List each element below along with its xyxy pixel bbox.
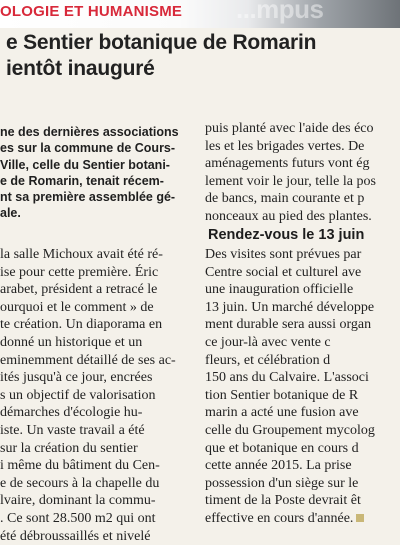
body-line: ités jusqu'à ce jour, encrées (0, 369, 196, 387)
body-line: cette année 2015. La prise (205, 457, 400, 475)
body-line: été débroussaillés et nivelé (0, 528, 196, 545)
body-column-right-bottom (205, 246, 400, 528)
banner-ghost-text: ...mpus (236, 0, 324, 25)
body-line: les et les brigades vertes. De (205, 138, 400, 156)
lead-line: nt sa première assemblée gé- (0, 189, 198, 205)
body-line: timent de la Poste devrait êt (205, 492, 400, 510)
lead-line: Ville, celle du Sentier botani- (0, 157, 198, 173)
lead-line: ne des dernières associations (0, 124, 198, 140)
body-line: ce jour-là avec vente c (205, 334, 400, 352)
article-headline (6, 30, 400, 82)
lead-line: es sur la commune de Cours- (0, 140, 198, 156)
body-line: lement voir le jour, telle la pos (205, 173, 400, 191)
body-line: Des visites sont prévues par (205, 246, 400, 264)
body-line: ment durable sera aussi organ (205, 316, 400, 334)
body-line: que et botanique en cours d (205, 440, 400, 458)
body-column-right-top (205, 120, 400, 226)
body-line: nonceaux au pied des plantes. (205, 208, 400, 226)
section-banner (0, 0, 400, 28)
article-lead (0, 124, 198, 222)
lead-line: ale. (0, 205, 198, 221)
body-line: . Ce sont 28.500 m2 qui ont (0, 510, 196, 528)
body-line: puis planté avec l'aide des éco (205, 120, 400, 138)
end-of-article-mark (356, 514, 364, 522)
lead-line: e de Romarin, tenait récem- (0, 173, 198, 189)
body-column-left (0, 246, 196, 545)
body-line: la salle Michoux avait été ré- (0, 246, 196, 264)
body-line: aménagements futurs vont ég (205, 155, 400, 173)
body-line: i même du bâtiment du Cen- (0, 457, 196, 475)
body-line: e de secours à la chapelle du (0, 475, 196, 493)
section-label: OLOGIE ET HUMANISME (0, 3, 182, 20)
body-line: arabet, président a retracé le (0, 281, 196, 299)
body-line: iste. Un vaste travail a été (0, 422, 196, 440)
headline-line-2: ientôt inauguré (6, 56, 400, 82)
body-line: eminemment détaillé de ses ac- (0, 352, 196, 370)
headline-line-1: e Sentier botanique de Romarin (6, 30, 400, 56)
body-line-text: effective en cours d'année. (205, 511, 353, 526)
body-last-line (205, 510, 400, 528)
body-line: possession d'un siège sur le (205, 475, 400, 493)
body-line: ise pour cette première. Éric (0, 264, 196, 282)
body-line: marin a acté une fusion ave (205, 404, 400, 422)
body-line: s un objectif de valorisation (0, 387, 196, 405)
body-line: tion Sentier botanique de R (205, 387, 400, 405)
body-line: Centre social et culturel ave (205, 264, 400, 282)
body-line: fleurs, et célébration d (205, 352, 400, 370)
body-line: donné un historique et un (0, 334, 196, 352)
body-line: démarches d'écologie hu- (0, 404, 196, 422)
body-line: une inauguration officielle (205, 281, 400, 299)
body-line: de bancs, main courante et p (205, 190, 400, 208)
body-line: te création. Un diaporama en (0, 316, 196, 334)
body-line: sur la création du sentier (0, 440, 196, 458)
body-line: 13 juin. Un marché développe (205, 299, 400, 317)
body-line: 150 ans du Calvaire. L'associ (205, 369, 400, 387)
body-line: ourquoi et le comment » de (0, 299, 196, 317)
article-subheading: Rendez-vous le 13 juin (208, 227, 364, 243)
body-line: celle du Groupement mycolog (205, 422, 400, 440)
body-line: lvaire, dominant la commu- (0, 492, 196, 510)
